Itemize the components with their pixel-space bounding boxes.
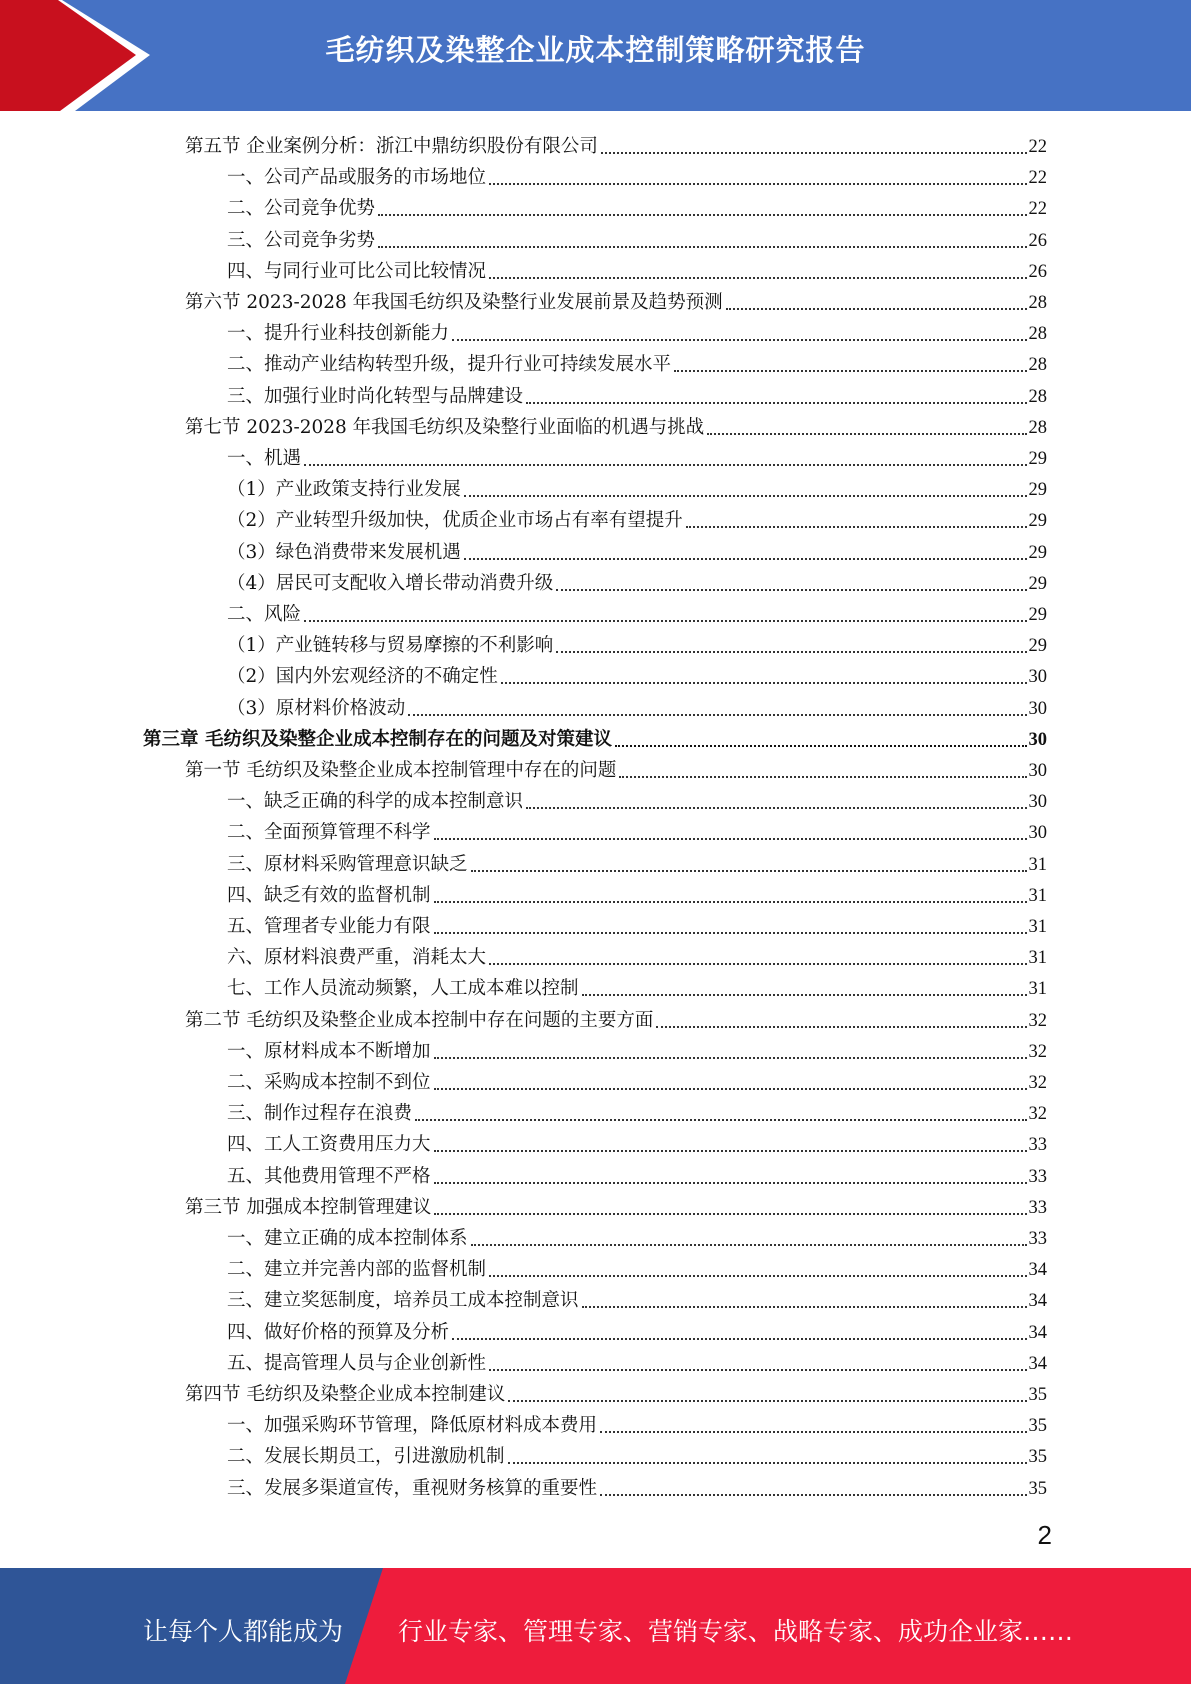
- toc-entry-label: 一、加强采购环节管理，降低原材料成本费用: [227, 1415, 598, 1437]
- toc-entry-label: 四、做好价格的预算及分析: [227, 1321, 450, 1343]
- toc-entry-page: 29: [1028, 542, 1047, 563]
- toc-entry-page: 33: [1028, 1166, 1047, 1187]
- toc-entry-page: 29: [1028, 449, 1047, 469]
- toc-entry-page: 34: [1028, 1291, 1047, 1312]
- toc-entry-page: 34: [1028, 1322, 1047, 1343]
- toc-dot-leader: [489, 183, 1026, 185]
- toc-entry-label: （3）绿色消费带来发展机遇: [227, 541, 461, 563]
- toc-dot-leader: [464, 558, 1027, 560]
- toc-dot-leader: [378, 246, 1026, 248]
- toc-entry-label: 一、原材料成本不断增加: [227, 1040, 431, 1062]
- toc-entry-label: 二、发展长期员工，引进激励机制: [227, 1446, 505, 1468]
- toc-entry-label: 第二节 毛纺织及染整企业成本控制中存在问题的主要方面: [185, 1009, 654, 1031]
- toc-entry[interactable]: [227, 534, 1047, 565]
- toc-dot-leader: [304, 464, 1026, 466]
- toc-entry-page: 22: [1028, 199, 1047, 220]
- toc-entry-label: 二、采购成本控制不到位: [227, 1072, 431, 1093]
- toc-entry-page: 28: [1028, 417, 1047, 438]
- toc-dot-leader: [582, 1306, 1027, 1308]
- toc-entry[interactable]: [227, 814, 1047, 845]
- toc-entry-page: 28: [1028, 386, 1047, 407]
- toc-entry-page: 34: [1028, 1260, 1047, 1281]
- toc-dot-leader: [489, 277, 1026, 279]
- toc-entry-label: 二、风险: [227, 604, 302, 625]
- toc-dot-leader: [471, 870, 1027, 872]
- toc-entry-page: 30: [1028, 667, 1047, 688]
- toc-entry-label: 二、全面预算管理不科学: [227, 822, 431, 844]
- toc-dot-leader: [526, 807, 1026, 809]
- toc-entry[interactable]: [227, 1033, 1047, 1064]
- toc-dot-leader: [656, 1026, 1026, 1028]
- toc-dot-leader: [434, 1150, 1027, 1152]
- toc-entry-label: 一、机遇: [227, 448, 302, 469]
- toc-entry-label: 三、加强行业时尚化转型与品牌建设: [227, 385, 524, 407]
- toc-entry-page: 33: [1028, 1197, 1047, 1218]
- toc-entry-label: 五、提高管理人员与企业创新性: [227, 1352, 487, 1374]
- toc-entry[interactable]: [227, 315, 1047, 346]
- toc-entry[interactable]: [185, 1002, 1047, 1033]
- toc-entry-label: （3）原材料价格波动: [227, 697, 406, 719]
- toc-entry[interactable]: [227, 783, 1047, 814]
- toc-entry-label: 一、提升行业科技创新能力: [227, 323, 450, 345]
- toc-dot-leader: [434, 932, 1027, 934]
- toc-dot-leader: [582, 994, 1027, 996]
- toc-entry-label: 第三节 加强成本控制管理建议: [185, 1196, 432, 1218]
- toc-entry-label: 第七节 2023-2028 年我国毛纺织及染整行业面临的机遇与挑战: [185, 416, 705, 438]
- toc-entry-page: 28: [1028, 293, 1047, 313]
- toc-dot-leader: [489, 963, 1026, 965]
- toc-dot-leader: [526, 402, 1026, 404]
- toc-entry[interactable]: [227, 1314, 1047, 1345]
- toc-entry-page: 31: [1028, 885, 1047, 906]
- toc-entry[interactable]: [185, 284, 1047, 315]
- toc-dot-leader: [619, 776, 1026, 778]
- toc-entry[interactable]: [227, 190, 1047, 221]
- toc-dot-leader: [600, 1494, 1026, 1496]
- toc-entry-page: 31: [1028, 854, 1047, 875]
- toc-entry-label: （2）产业转型升级加快，优质企业市场占有率有望提升: [227, 510, 683, 532]
- toc-entry-page: 33: [1028, 1135, 1047, 1156]
- toc-dot-leader: [556, 589, 1026, 591]
- toc-entry[interactable]: [227, 627, 1047, 658]
- toc-entry[interactable]: [185, 128, 1047, 159]
- toc-entry[interactable]: [227, 846, 1047, 877]
- toc-entry[interactable]: [227, 877, 1047, 908]
- toc-entry-page: 29: [1028, 573, 1047, 594]
- toc-entry[interactable]: [185, 752, 1047, 783]
- toc-entry[interactable]: [185, 1376, 1047, 1407]
- toc-entry[interactable]: [227, 1470, 1047, 1501]
- footer-slogan-right: 行业专家、管理专家、营销专家、战略专家、成功企业家……: [398, 1617, 1074, 1646]
- toc-entry[interactable]: [227, 471, 1047, 502]
- toc-entry[interactable]: [227, 908, 1047, 939]
- toc-entry[interactable]: [227, 1220, 1047, 1251]
- toc-dot-leader: [508, 1462, 1027, 1464]
- toc-entry[interactable]: [185, 409, 1047, 440]
- toc-entry-label: 五、其他费用管理不严格: [227, 1165, 431, 1187]
- toc-entry-page: 31: [1028, 917, 1047, 937]
- toc-dot-leader: [674, 370, 1026, 372]
- toc-entry[interactable]: [227, 1282, 1047, 1313]
- toc-entry-page: 26: [1028, 261, 1047, 282]
- toc-entry[interactable]: [143, 721, 1047, 752]
- toc-entry-page: 35: [1028, 1447, 1047, 1468]
- toc-entry[interactable]: [227, 222, 1047, 253]
- toc-dot-leader: [434, 1213, 1026, 1215]
- toc-entry[interactable]: [227, 1251, 1047, 1282]
- toc-dot-leader: [600, 1431, 1026, 1433]
- toc-entry-label: 第五节 企业案例分析：浙江中鼎纺织股份有限公司: [185, 136, 598, 157]
- toc-dot-leader: [434, 1182, 1027, 1184]
- toc-entry[interactable]: [227, 1126, 1047, 1157]
- toc-entry-label: 七、工作人员流动频繁，人工成本难以控制: [227, 978, 579, 1000]
- toc-dot-leader: [434, 1088, 1027, 1090]
- toc-entry-page: 30: [1028, 761, 1047, 781]
- toc-entry[interactable]: [227, 690, 1047, 721]
- toc-dot-leader: [489, 1369, 1026, 1371]
- toc-entry-label: 三、公司竞争劣势: [227, 229, 376, 251]
- toc-entry-page: 28: [1028, 324, 1047, 345]
- toc-dot-leader: [434, 838, 1027, 840]
- toc-entry-page: 30: [1028, 729, 1047, 750]
- toc-entry-page: 29: [1028, 605, 1047, 625]
- toc-dot-leader: [464, 495, 1027, 497]
- toc-dot-leader: [501, 682, 1027, 684]
- toc-entry[interactable]: [227, 159, 1047, 190]
- toc-entry-label: 四、缺乏有效的监督机制: [227, 884, 431, 906]
- toc-entry-page: 30: [1028, 698, 1047, 719]
- toc-dot-leader: [686, 526, 1027, 528]
- toc-entry[interactable]: [227, 596, 1047, 627]
- toc-entry-page: 31: [1028, 979, 1047, 1000]
- toc-entry[interactable]: [227, 1064, 1047, 1095]
- toc-entry-label: 三、原材料采购管理意识缺乏: [227, 853, 468, 875]
- toc-entry-label: （2）国内外宏观经济的不确定性: [227, 666, 498, 688]
- toc-dot-leader: [508, 1400, 1026, 1402]
- toc-entry-page: 35: [1028, 1478, 1047, 1499]
- toc-dot-leader: [489, 1275, 1026, 1277]
- toc-entry-page: 32: [1028, 1073, 1047, 1093]
- toc-entry-page: 34: [1028, 1353, 1047, 1374]
- toc-entry[interactable]: [227, 253, 1047, 284]
- toc-entry-label: 第六节 2023-2028 年我国毛纺织及染整行业发展前景及趋势预测: [185, 292, 723, 313]
- toc-entry-label: 一、建立正确的成本控制体系: [227, 1228, 468, 1249]
- toc-dot-leader: [601, 152, 1027, 154]
- page-footer: [0, 1568, 1191, 1684]
- toc-entry-page: 29: [1028, 636, 1047, 657]
- toc-entry-label: 二、建立并完善内部的监督机制: [227, 1259, 487, 1281]
- toc-entry-page: 30: [1028, 792, 1047, 813]
- toc-entry-page: 29: [1028, 511, 1047, 532]
- toc-entry[interactable]: [227, 1438, 1047, 1469]
- toc-entry-page: 26: [1028, 230, 1047, 251]
- toc-entry-page: 30: [1028, 823, 1047, 844]
- toc-entry-label: 二、推动产业结构转型升级，提升行业可持续发展水平: [227, 354, 672, 376]
- toc-dot-leader: [434, 901, 1027, 903]
- toc-entry-label: 第一节 毛纺织及染整企业成本控制管理中存在的问题: [185, 760, 617, 781]
- toc-entry-page: 31: [1028, 948, 1047, 969]
- toc-entry-label: 第三章 毛纺织及染整企业成本控制存在的问题及对策建议: [143, 728, 612, 750]
- toc-entry[interactable]: [227, 565, 1047, 596]
- page-number: 2: [1037, 1520, 1052, 1550]
- toc-entry[interactable]: [227, 1095, 1047, 1126]
- toc-entry-label: 五、管理者专业能力有限: [227, 916, 431, 937]
- toc-entry[interactable]: [227, 378, 1047, 409]
- toc-entry-page: 32: [1028, 1104, 1047, 1125]
- toc-dot-leader: [471, 1244, 1027, 1246]
- toc-entry-page: 32: [1028, 1010, 1047, 1031]
- toc-entry-page: 29: [1028, 480, 1047, 501]
- toc-entry[interactable]: [227, 346, 1047, 377]
- toc-entry-label: （1）产业政策支持行业发展: [227, 479, 461, 501]
- toc-entry[interactable]: [227, 970, 1047, 1001]
- toc-entry-page: 35: [1028, 1416, 1047, 1437]
- footer-slogan-left: 让每个人都能成为: [143, 1617, 344, 1646]
- toc-dot-leader: [452, 1338, 1026, 1340]
- toc-entry-label: （1）产业链转移与贸易摩擦的不利影响: [227, 635, 554, 657]
- toc-entry[interactable]: [227, 658, 1047, 689]
- toc-dot-leader: [408, 714, 1026, 716]
- toc-entry[interactable]: [185, 1189, 1047, 1220]
- toc-entry-page: 33: [1028, 1229, 1047, 1249]
- toc-entry-label: 一、公司产品或服务的市场地位: [227, 167, 487, 189]
- toc-entry-label: （4）居民可支配收入增长带动消费升级: [227, 572, 554, 594]
- toc-entry-label: 三、建立奖惩制度，培养员工成本控制意识: [227, 1290, 579, 1312]
- toc-entry-label: 三、制作过程存在浪费: [227, 1103, 413, 1125]
- toc-entry-page: 28: [1028, 355, 1047, 376]
- toc-entry-page: 22: [1028, 137, 1047, 157]
- toc-dot-leader: [304, 620, 1026, 622]
- toc-dot-leader: [556, 651, 1026, 653]
- toc-entry[interactable]: [227, 1345, 1047, 1376]
- toc-dot-leader: [434, 1057, 1027, 1059]
- page-header: [0, 0, 1191, 111]
- toc-entry-label: 一、缺乏正确的科学的成本控制意识: [227, 791, 524, 813]
- toc-dot-leader: [452, 339, 1026, 341]
- toc-entry-label: 四、与同行业可比公司比较情况: [227, 260, 487, 282]
- toc-entry-label: 三、发展多渠道宣传，重视财务核算的重要性: [227, 1477, 598, 1499]
- toc-entry[interactable]: [227, 1158, 1047, 1189]
- toc-entry[interactable]: [227, 1407, 1047, 1438]
- toc-dot-leader: [378, 214, 1026, 216]
- toc-entry-page: 32: [1028, 1041, 1047, 1062]
- toc-entry-page: 35: [1028, 1385, 1047, 1405]
- toc-dot-leader: [726, 308, 1027, 310]
- toc-dot-leader: [707, 433, 1026, 435]
- toc-entry-label: 第四节 毛纺织及染整企业成本控制建议: [185, 1384, 506, 1405]
- toc-entry-label: 二、公司竞争优势: [227, 198, 376, 220]
- toc-dot-leader: [415, 1119, 1026, 1121]
- toc-entry-label: 四、工人工资费用压力大: [227, 1134, 431, 1156]
- toc-entry[interactable]: [227, 939, 1047, 970]
- document-title: 毛纺织及染整企业成本控制策略研究报告: [325, 33, 866, 67]
- toc-entry-label: 六、原材料浪费严重，消耗太大: [227, 947, 487, 969]
- toc-dot-leader: [615, 745, 1027, 747]
- toc-entry-page: 22: [1028, 168, 1047, 189]
- toc-entry[interactable]: [227, 440, 1047, 471]
- toc-entry[interactable]: [227, 502, 1047, 533]
